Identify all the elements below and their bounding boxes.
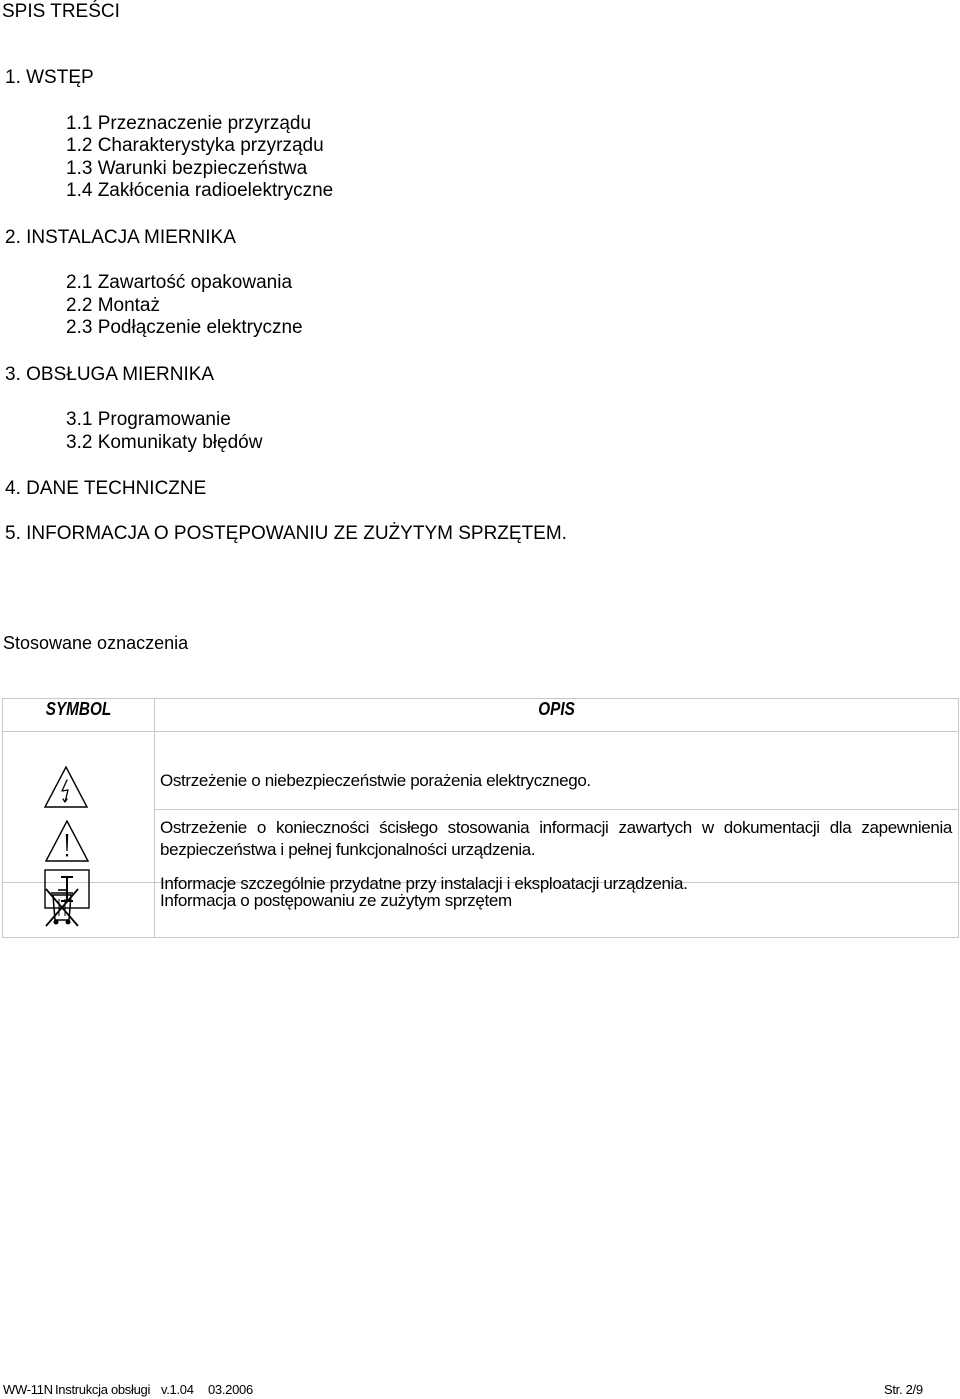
symbol-column-header: SYMBOL bbox=[3, 699, 155, 732]
crossed-bin-weee-icon bbox=[43, 886, 81, 928]
toc-section-2: 2. INSTALACJA MIERNIKA bbox=[5, 227, 236, 248]
symbol-icon-cell bbox=[3, 883, 155, 938]
toc-section-3: 3. OBSŁUGA MIERNIKA bbox=[5, 364, 215, 385]
footer-date: 03.2006 bbox=[208, 1382, 253, 1397]
footer-page-number: Str. 2/9 bbox=[884, 1382, 923, 1397]
footer-version: v.1.04 bbox=[161, 1382, 194, 1397]
toc-section-5: 5. INFORMACJA O POSTĘPOWANIU ZE ZUŻYTYM SPRZĘTEM. bbox=[5, 523, 567, 544]
toc-item-1-1: 1.1 Przeznaczenie przyrządu bbox=[66, 113, 312, 134]
row-divider bbox=[155, 809, 958, 810]
information-text: Informacje szczególnie przydatne przy instalacji i eksploatacji urządzenia. bbox=[160, 874, 688, 893]
toc-item-2-2: 2.2 Montaż bbox=[66, 295, 160, 316]
symbol-icons-cell bbox=[3, 732, 155, 883]
description-column-header: OPIS bbox=[155, 699, 959, 732]
symbols-heading: Stosowane oznaczenia bbox=[3, 633, 189, 653]
description-cell bbox=[155, 883, 959, 938]
toc-item-3-2: 3.2 Komunikaty błędów bbox=[66, 432, 263, 453]
symbols-table-header bbox=[3, 699, 959, 732]
toc-item-2-3: 2.3 Podłączenie elektryczne bbox=[66, 317, 303, 338]
electric-shock-warning-text: Ostrzeżenie o niebezpieczeństwie porażenia elektrycznego. bbox=[160, 771, 591, 790]
toc-item-3-1: 3.1 Programowanie bbox=[66, 409, 231, 430]
toc-item-2-1: 2.1 Zawartość opakowania bbox=[66, 272, 293, 293]
toc-section-4: 4. DANE TECHNICZNE bbox=[5, 478, 207, 499]
description-cell bbox=[155, 732, 959, 893]
toc-item-1-3: 1.3 Warunki bezpieczeństwa bbox=[66, 158, 308, 179]
general-warning-text: Ostrzeżenie o konieczności ścisłego stosowania informacji zawartych w dokumentacji dla zapewnienia bezpieczeństwa i pełnej funkcjonalności urządzenia. bbox=[160, 818, 952, 859]
symbols-table bbox=[2, 698, 959, 938]
footer-doc-code: WW-11N bbox=[3, 1382, 53, 1397]
toc-title: SPIS TREŚCI bbox=[2, 1, 120, 22]
table-row bbox=[3, 883, 959, 938]
toc-section-1: 1. WSTĘP bbox=[5, 67, 94, 88]
toc-item-1-4: 1.4 Zakłócenia radioelektryczne bbox=[66, 180, 334, 201]
footer-title: Instrukcja obsługi bbox=[55, 1382, 151, 1397]
electric-shock-warning-icon bbox=[44, 766, 88, 808]
general-warning-icon bbox=[45, 820, 89, 862]
table-row bbox=[3, 732, 959, 883]
toc-item-1-2: 1.2 Charakterystyka przyrządu bbox=[66, 135, 324, 156]
weee-disposal-text: Informacja o postępowaniu ze zużytym sprzętem bbox=[160, 891, 512, 910]
